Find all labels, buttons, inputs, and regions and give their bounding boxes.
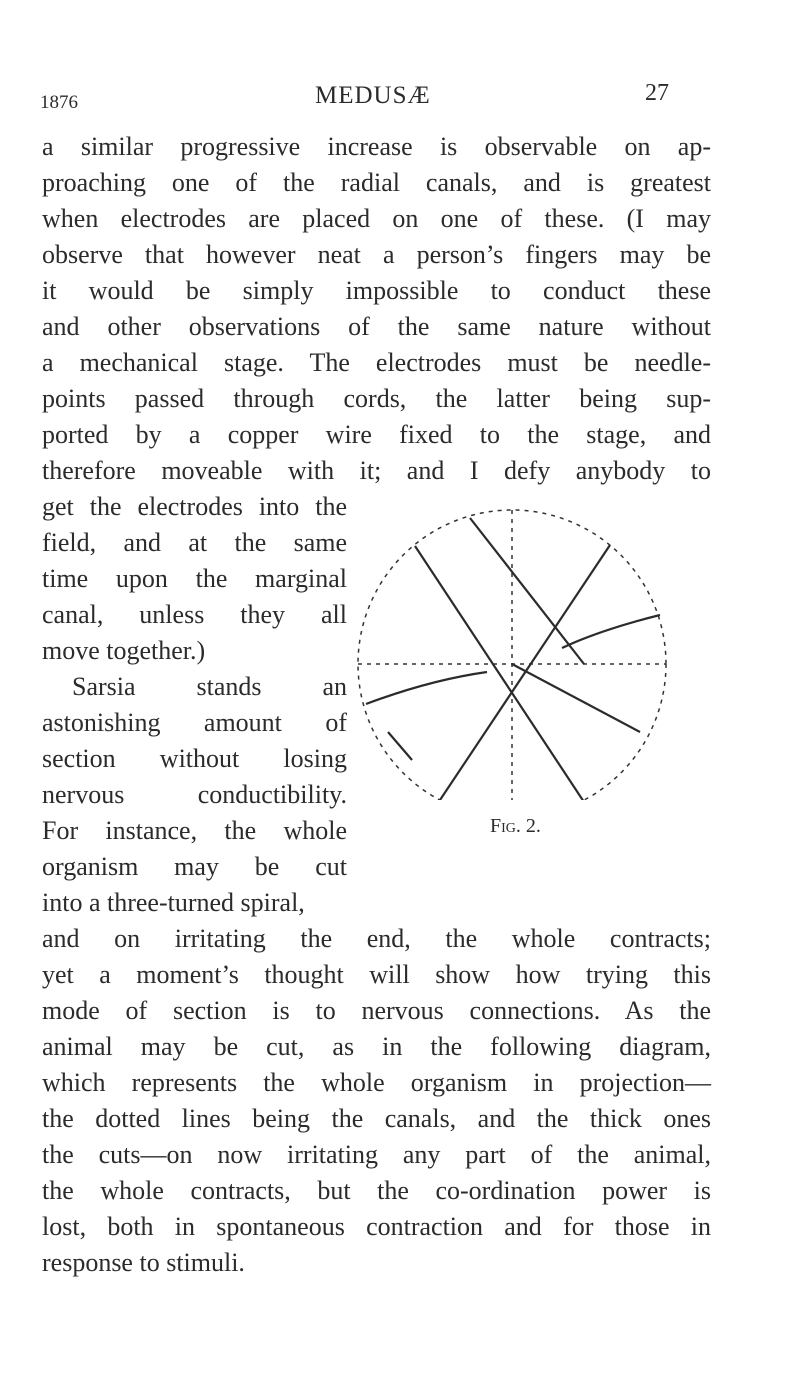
text-line: response to stimuli. — [42, 1248, 245, 1277]
text-line: time upon the marginal — [42, 564, 347, 593]
text-line: field, and at the same — [42, 528, 347, 557]
text-line: proaching one of the radial canals, and is greatest — [42, 168, 711, 197]
text-line: a mechanical stage. The electrodes must be needle- — [42, 348, 711, 377]
text-line: lost, both in spontaneous contraction and for those in — [42, 1212, 711, 1241]
cut-line — [415, 546, 584, 800]
header-title: MEDUSÆ — [315, 82, 431, 109]
text-line: which represents the whole organism in projection— — [42, 1068, 711, 1097]
page-number: 27 — [645, 80, 669, 106]
cut-lines — [366, 518, 660, 800]
text-line: nervous conductibility. — [42, 780, 347, 809]
figure-diagram — [352, 500, 672, 800]
text-line: the dotted lines being the canals, and the thick ones — [42, 1104, 711, 1133]
text-line: yet a moment’s thought will show how trying this — [42, 960, 711, 989]
text-line: organism may be cut — [42, 852, 347, 881]
text-line: Sarsia stands an — [72, 672, 347, 701]
cut-line — [388, 732, 412, 760]
text-line: astonishing amount of — [42, 708, 347, 737]
text-line: and on irritating the end, the whole contracts; — [42, 924, 711, 953]
cut-line — [366, 672, 487, 704]
text-line: it would be simply impossible to conduct these — [42, 276, 711, 305]
text-line: the cuts—on now irritating any part of the animal, — [42, 1140, 711, 1169]
text-line: canal, unless they all — [42, 600, 347, 629]
text-line: ported by a copper wire fixed to the stage, and — [42, 420, 711, 449]
cut-line — [470, 518, 584, 664]
text-line: section without losing — [42, 744, 347, 773]
text-line: get the electrodes into the — [42, 492, 347, 521]
text-line: a similar progressive increase is observable on ap- — [42, 132, 711, 161]
text-line: into a three-turned spiral, — [42, 888, 305, 917]
figure-caption: Fig. 2. — [490, 815, 541, 837]
text-line: observe that however neat a person’s fingers may be — [42, 240, 711, 269]
cut-line — [440, 545, 610, 800]
text-line: the whole contracts, but the co-ordination power is — [42, 1176, 711, 1205]
text-line: For instance, the whole — [42, 816, 347, 845]
text-line: animal may be cut, as in the following diagram, — [42, 1032, 711, 1061]
text-line: when electrodes are placed on one of these. (I may — [42, 204, 711, 233]
header-year: 1876 — [40, 92, 78, 113]
page-header — [0, 78, 801, 118]
cut-line — [562, 615, 660, 648]
text-line: and other observations of the same nature without — [42, 312, 711, 341]
text-line: mode of section is to nervous connections. As the — [42, 996, 711, 1025]
text-line: therefore moveable with it; and I defy anybody to — [42, 456, 711, 485]
text-line: points passed through cords, the latter being sup- — [42, 384, 711, 413]
canal-lines — [358, 510, 666, 800]
text-line: move together.) — [42, 636, 206, 665]
